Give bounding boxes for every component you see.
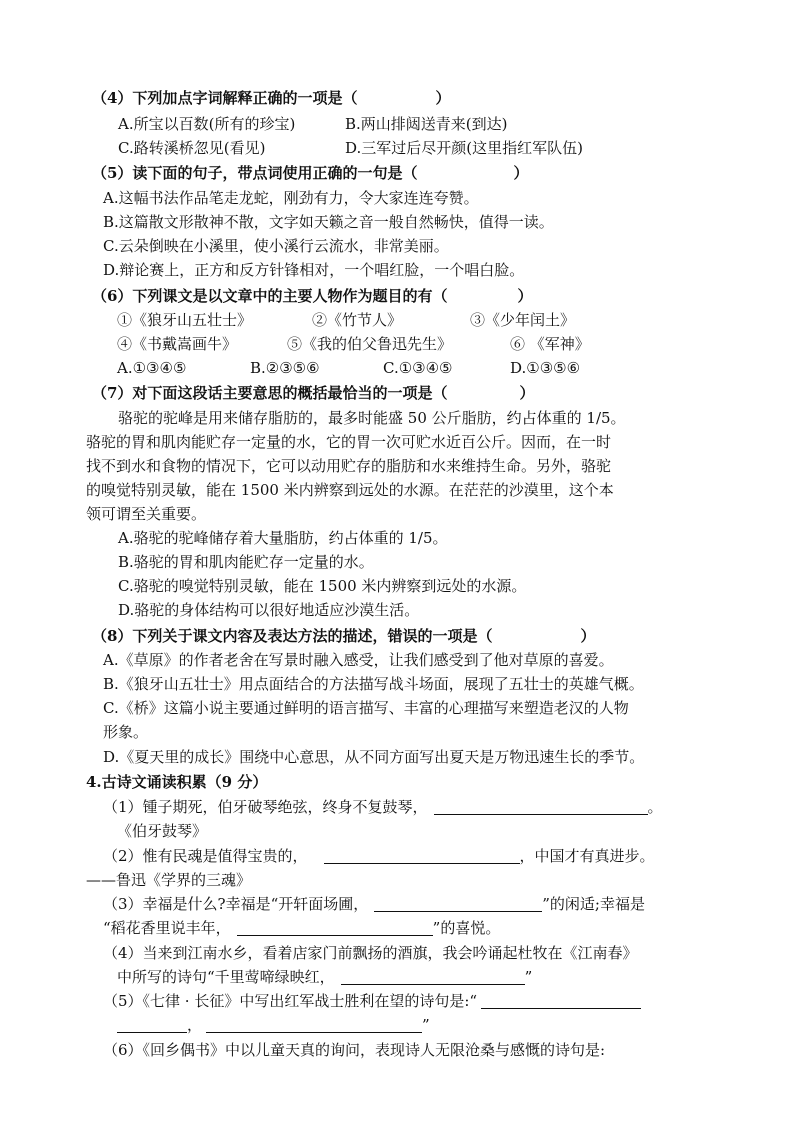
q8-stem-text: （8）下列关于课文内容及表达方法的描述，错误的一项是（ bbox=[92, 627, 493, 645]
s4-p3-line2 bbox=[103, 918, 500, 938]
q6-option-d: D.①③⑤⑥ bbox=[510, 359, 581, 377]
s4-p3-blank-1[interactable] bbox=[374, 895, 542, 912]
s4-p6: （6）《回乡偶书》中以儿童天真的询问，表现诗人无限沧桑与感慨的诗句是: bbox=[103, 1041, 606, 1059]
q7-stem-text: （7）对下面这段话主要意思的概括最恰当的一项是（ bbox=[92, 384, 448, 402]
q8-option-c: C.《桥》这篇小说主要通过鲜明的语言描写、丰富的心理描写来塑造老汉的人物 bbox=[103, 699, 629, 717]
s4-p2-source: ——鲁迅《学界的三魂》 bbox=[86, 871, 252, 889]
q6-option-c: C.①③④⑤ bbox=[383, 359, 453, 377]
q7-close: ） bbox=[519, 384, 535, 402]
s4-p2-blank[interactable] bbox=[324, 847, 520, 864]
q6-text-6: ⑥ 《军神》 bbox=[510, 335, 590, 353]
s4-p3-blank-2[interactable] bbox=[237, 919, 433, 936]
s4-p3-text-2: “稻花香里说丰年， bbox=[103, 919, 231, 937]
s4-p3-text: （3）幸福是什么?幸福是“开轩面场圃， bbox=[103, 895, 369, 913]
q5-stem-text: （5）读下面的句子，带点词使用正确的一句是（ bbox=[92, 164, 418, 182]
q4-option-d: D.三军过后尽开颜(这里指红军队伍) bbox=[345, 139, 583, 157]
q4-stem-text: （4）下列加点字词解释正确的一项是（ bbox=[92, 89, 358, 107]
s4-p5-line2 bbox=[117, 1015, 430, 1035]
s4-p5-line1 bbox=[103, 991, 641, 1011]
q7-option-b: B.骆驼的胃和肌肉能贮存一定量的水。 bbox=[118, 553, 374, 571]
q4-option-b: B.两山排闼送青来(到达) bbox=[345, 115, 508, 133]
q6-close: ） bbox=[517, 287, 533, 305]
q7-passage-line-1: 骆驼的驼峰是用来储存脂肪的，最多时能盛 50 公斤脂肪，约占体重的 1/5。 bbox=[118, 409, 626, 427]
s4-p1-end: 。 bbox=[647, 798, 663, 816]
q8-stem bbox=[92, 626, 595, 646]
q7-passage-line-3: 找不到水和食物的情况下，它可以动用贮存的脂肪和水来维持生命。另外，骆驼 bbox=[86, 457, 612, 475]
q7-passage-line-2: 骆驼的胃和肌肉能贮存一定量的水，它的胃一次可贮水近百公斤。因而，在一时 bbox=[86, 433, 612, 451]
s4-p4-end: ” bbox=[524, 968, 533, 986]
q6-text-1: ①《狼牙山五壮士》 bbox=[117, 311, 253, 329]
s4-p5-comma: ， bbox=[187, 1016, 203, 1034]
q7-option-c: C.骆驼的嗅觉特别灵敏，能在 1500 米内辨察到远处的水源。 bbox=[118, 577, 527, 595]
s4-p2-text: （2）惟有民魂是值得宝贵的， bbox=[103, 847, 308, 865]
q8-option-a: A.《草原》的作者老舍在写景时融入感受，让我们感受到了他对草原的喜爱。 bbox=[103, 651, 614, 669]
s4-p1-text: （1）锺子期死，伯牙破琴绝弦，终身不复鼓琴， bbox=[103, 798, 428, 816]
s4-p1 bbox=[103, 797, 663, 817]
s4-p4-line2 bbox=[117, 967, 532, 987]
q8-close: ） bbox=[580, 627, 596, 645]
q6-text-2: ②《竹节人》 bbox=[312, 311, 403, 329]
s4-p1-source: 《伯牙鼓琴》 bbox=[117, 822, 208, 840]
s4-p3-end: ”的喜悦。 bbox=[432, 919, 501, 937]
s4-p5-blank-1[interactable] bbox=[481, 992, 641, 1009]
q6-text-5: ⑤《我的伯父鲁迅先生》 bbox=[287, 335, 453, 353]
s4-p5-text: （5）《七律 · 长征》中写出红军战士胜利在望的诗句是:“ bbox=[103, 992, 478, 1010]
s4-p5-end: ” bbox=[422, 1016, 430, 1034]
q5-stem bbox=[92, 163, 528, 183]
q4-stem bbox=[92, 88, 450, 108]
q6-option-b: B.②③⑤⑥ bbox=[250, 359, 320, 377]
q4-close: ） bbox=[435, 89, 451, 107]
section4-heading: 4.古诗文诵读积累（9 分） bbox=[86, 773, 268, 791]
s4-p4-blank[interactable] bbox=[341, 968, 525, 985]
s4-p4-text: 中所写的诗句“千里莺啼绿映红， bbox=[117, 968, 335, 986]
q6-text-4: ④《书戴嵩画牛》 bbox=[117, 335, 238, 353]
q6-text-3: ③《少年闰土》 bbox=[470, 311, 576, 329]
q6-stem-text: （6）下列课文是以文章中的主要人物作为题目的有（ bbox=[92, 287, 448, 305]
q7-stem bbox=[92, 383, 534, 403]
q5-option-c: C.云朵倒映在小溪里，使小溪行云流水，非常美丽。 bbox=[103, 237, 449, 255]
q7-passage-line-5: 领可谓至关重要。 bbox=[86, 505, 207, 523]
s4-p5-blank-2[interactable] bbox=[117, 1016, 187, 1033]
q4-option-c: C.路转溪桥忽见(看见) bbox=[118, 139, 266, 157]
s4-p3-line1 bbox=[103, 894, 645, 914]
s4-p2-end: ，中国才有真进步。 bbox=[519, 847, 655, 865]
q5-option-b: B.这篇散文形散神不散，文字如天籁之音一般自然畅快，值得一读。 bbox=[103, 213, 554, 231]
q8-option-d: D.《夏天里的成长》围绕中心意思，从不同方面写出夏天是万物迅速生长的季节。 bbox=[103, 748, 645, 766]
s4-p2 bbox=[103, 846, 655, 866]
q5-option-a: A.这幅书法作品笔走龙蛇，刚劲有力，令大家连连夸赞。 bbox=[103, 189, 479, 207]
q7-option-d: D.骆驼的身体结构可以很好地适应沙漠生活。 bbox=[118, 601, 420, 619]
s4-p4-line1: （4）当来到江南水乡，看着店家门前飘扬的酒旗，我会吟诵起杜牧在《江南春》 bbox=[103, 944, 638, 962]
q7-option-a: A.骆驼的驼峰储存着大量脂肪，约占体重的 1/5。 bbox=[118, 529, 448, 547]
q4-option-a: A.所宝以百数(所有的珍宝) bbox=[118, 115, 296, 133]
q5-option-d: D.辩论赛上，正方和反方针锋相对，一个唱红脸，一个唱白脸。 bbox=[103, 261, 525, 279]
q8-option-c-cont: 形象。 bbox=[103, 723, 149, 741]
s4-p3-mid: ”的闲适;幸福是 bbox=[542, 895, 645, 913]
q5-close: ） bbox=[513, 164, 529, 182]
s4-p5-blank-3[interactable] bbox=[206, 1016, 422, 1033]
q6-stem bbox=[92, 286, 532, 306]
q7-passage-line-4: 的嗅觉特别灵敏，能在 1500 米内辨察到远处的水源。在茫茫的沙漠里，这个本 bbox=[86, 481, 614, 499]
q6-option-a: A.①③④⑤ bbox=[117, 359, 187, 377]
q8-option-b: B.《狼牙山五壮士》用点面结合的方法描写战斗场面，展现了五壮士的英雄气概。 bbox=[103, 675, 644, 693]
s4-p1-blank[interactable] bbox=[434, 798, 648, 815]
